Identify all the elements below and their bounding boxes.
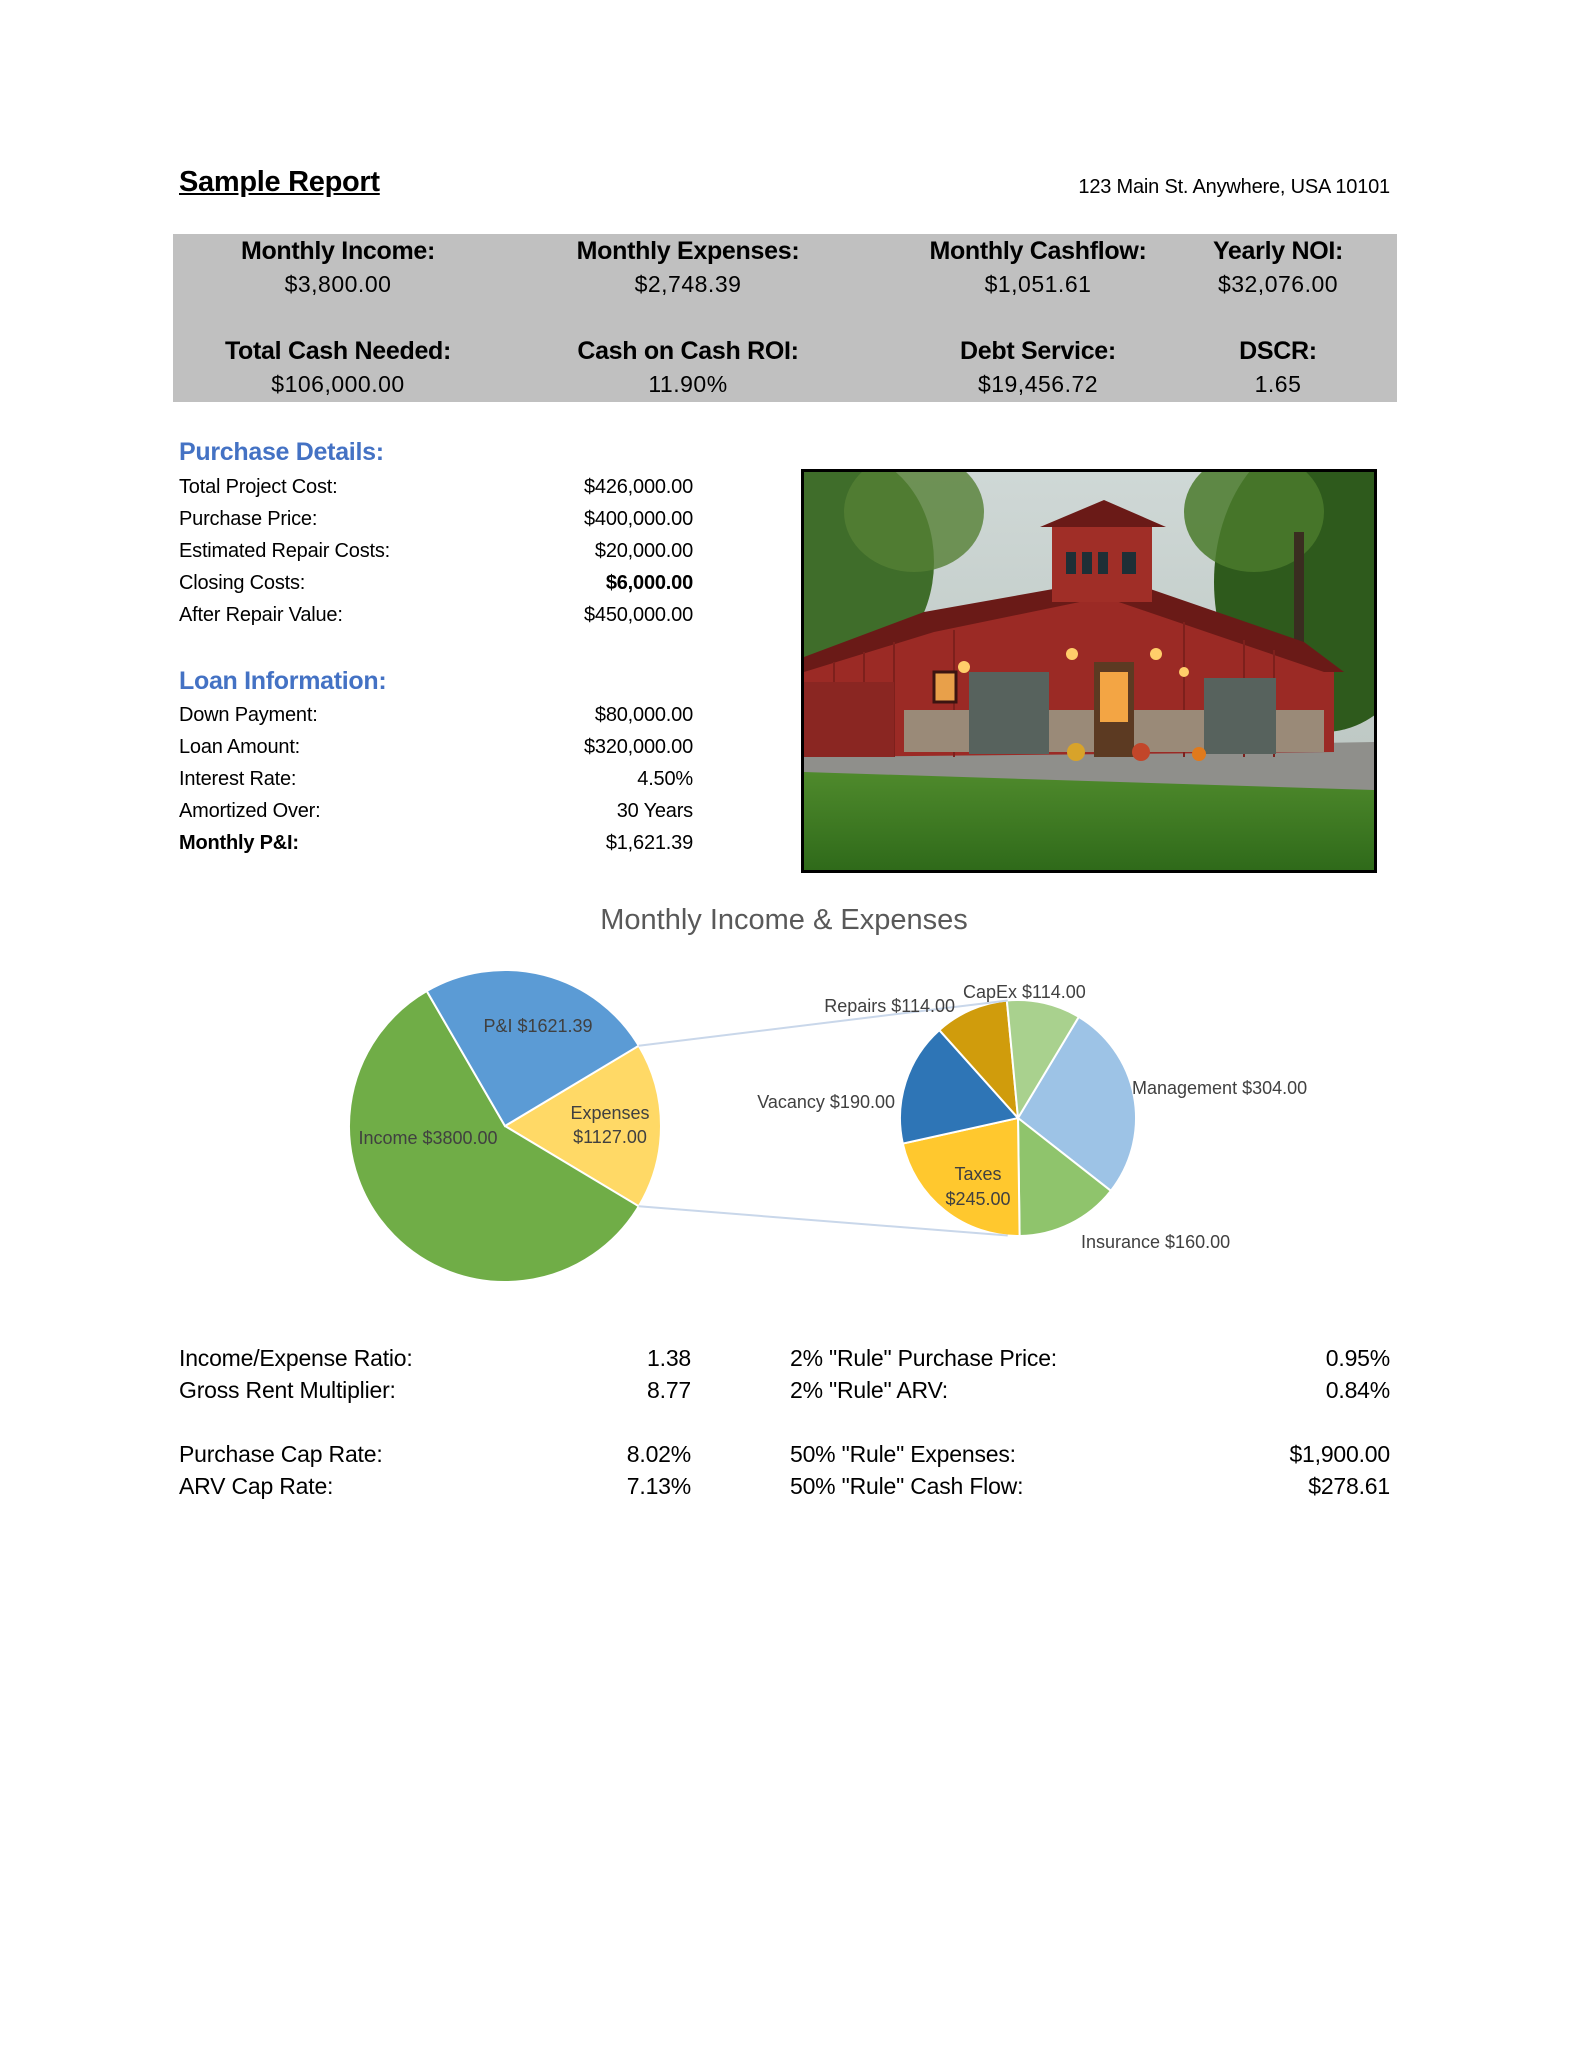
income-expenses-pie-chart xyxy=(0,940,1588,1310)
label-income: Income $3800.00 xyxy=(358,1128,498,1148)
summary-value: $1,051.61 xyxy=(984,271,1092,297)
metric-value: 8.77 xyxy=(647,1377,691,1403)
summary-monthly-expenses xyxy=(523,237,853,298)
metric-label: 2% "Rule" Purchase Price: xyxy=(790,1345,1058,1371)
metric-value: $1,900.00 xyxy=(1289,1441,1390,1467)
row-value: $400,000.00 xyxy=(583,508,693,530)
property-address: 123 Main St. Anywhere, USA 10101 xyxy=(1078,176,1390,198)
row-value: $80,000.00 xyxy=(594,704,693,726)
metric-label: 50% "Rule" Cash Flow: xyxy=(790,1473,1024,1499)
metric-label: Income/Expense Ratio: xyxy=(179,1345,413,1371)
summary-value: 1.65 xyxy=(1254,371,1302,397)
expenses-pie xyxy=(900,1000,1136,1236)
metric-value: 8.02% xyxy=(626,1441,691,1467)
row-value: $6,000.00 xyxy=(605,572,693,594)
row-label: Loan Amount: xyxy=(179,736,301,758)
purchase-details-heading: Purchase Details: xyxy=(179,438,384,466)
row-value: 4.50% xyxy=(637,768,693,790)
row-label: Purchase Price: xyxy=(179,508,318,530)
loan-row xyxy=(179,832,693,864)
row-value: $20,000.00 xyxy=(594,540,693,562)
summary-label: Cash on Cash ROI: xyxy=(577,337,799,365)
summary-label: Debt Service: xyxy=(960,337,1116,365)
summary-label: Total Cash Needed: xyxy=(224,337,452,365)
purchase-row xyxy=(179,572,693,604)
summary-label: Monthly Expenses: xyxy=(576,237,800,265)
metric-value: $278.61 xyxy=(1308,1473,1390,1499)
metric-label: Gross Rent Multiplier: xyxy=(179,1377,396,1403)
row-label: Amortized Over: xyxy=(179,800,321,822)
purchase-row xyxy=(179,540,693,572)
metric-label: 50% "Rule" Expenses: xyxy=(790,1441,1016,1467)
summary-total-cash-needed xyxy=(173,337,503,398)
label-vacancy: Vacancy $190.00 xyxy=(757,1092,895,1112)
summary-label: DSCR: xyxy=(1239,337,1317,365)
report-title: Sample Report xyxy=(179,166,380,198)
summary-label: Yearly NOI: xyxy=(1212,237,1344,265)
summary-dscr xyxy=(1158,337,1398,398)
metric-label: Purchase Cap Rate: xyxy=(179,1441,383,1467)
row-label: Total Project Cost: xyxy=(179,476,338,498)
summary-cash-on-cash-roi xyxy=(523,337,853,398)
summary-value: $19,456.72 xyxy=(977,371,1099,397)
summary-yearly-noi xyxy=(1158,237,1398,298)
label-management: Management $304.00 xyxy=(1132,1078,1308,1098)
metric-value: 1.38 xyxy=(647,1345,691,1371)
metric-value: 7.13% xyxy=(626,1473,691,1499)
row-value: $1,621.39 xyxy=(605,832,693,854)
metric-value: 0.84% xyxy=(1325,1377,1390,1403)
loan-row xyxy=(179,800,693,832)
label-capex: CapEx $114.00 xyxy=(963,982,1086,1002)
label-insurance: Insurance $160.00 xyxy=(1081,1232,1231,1252)
row-label: Monthly P&I: xyxy=(179,832,299,854)
loan-row xyxy=(179,768,693,800)
purchase-row xyxy=(179,508,693,540)
row-value: 30 Years xyxy=(616,800,693,822)
row-label: Down Payment: xyxy=(179,704,318,726)
label-expenses-name: Expenses xyxy=(570,1103,650,1123)
summary-monthly-cashflow xyxy=(873,237,1203,298)
loan-row xyxy=(179,736,693,768)
summary-value: $106,000.00 xyxy=(271,371,405,397)
chart-title: Monthly Income & Expenses xyxy=(600,904,968,936)
label-taxes-name: Taxes xyxy=(954,1164,1002,1184)
summary-panel xyxy=(173,234,1397,402)
row-label: After Repair Value: xyxy=(179,604,343,626)
row-label: Interest Rate: xyxy=(179,768,297,790)
purchase-row xyxy=(179,476,693,508)
summary-label: Monthly Income: xyxy=(240,237,436,265)
label-repairs: Repairs $114.00 xyxy=(824,996,955,1016)
metric-label: 2% "Rule" ARV: xyxy=(790,1377,948,1403)
summary-monthly-income xyxy=(173,237,503,298)
summary-value: $32,076.00 xyxy=(1217,271,1339,297)
row-value: $426,000.00 xyxy=(583,476,693,498)
row-label: Closing Costs: xyxy=(179,572,306,594)
label-expenses-value: $1127.00 xyxy=(573,1127,647,1147)
summary-value: 11.90% xyxy=(648,371,728,397)
row-label: Estimated Repair Costs: xyxy=(179,540,391,562)
loan-row xyxy=(179,704,693,736)
barn-illustration xyxy=(804,472,1374,870)
property-photo xyxy=(801,469,1377,873)
label-pi: P&I $1621.39 xyxy=(483,1016,593,1036)
summary-debt-service xyxy=(873,337,1203,398)
summary-label: Monthly Cashflow: xyxy=(929,237,1147,265)
metric-label: ARV Cap Rate: xyxy=(179,1473,334,1499)
summary-value: $3,800.00 xyxy=(284,271,392,297)
summary-value: $2,748.39 xyxy=(634,271,742,297)
row-value: $450,000.00 xyxy=(583,604,693,626)
metric-value: 0.95% xyxy=(1325,1345,1390,1371)
purchase-row xyxy=(179,604,693,636)
loan-information-heading: Loan Information: xyxy=(179,667,387,695)
row-value: $320,000.00 xyxy=(583,736,693,758)
label-taxes-value: $245.00 xyxy=(945,1189,1011,1209)
